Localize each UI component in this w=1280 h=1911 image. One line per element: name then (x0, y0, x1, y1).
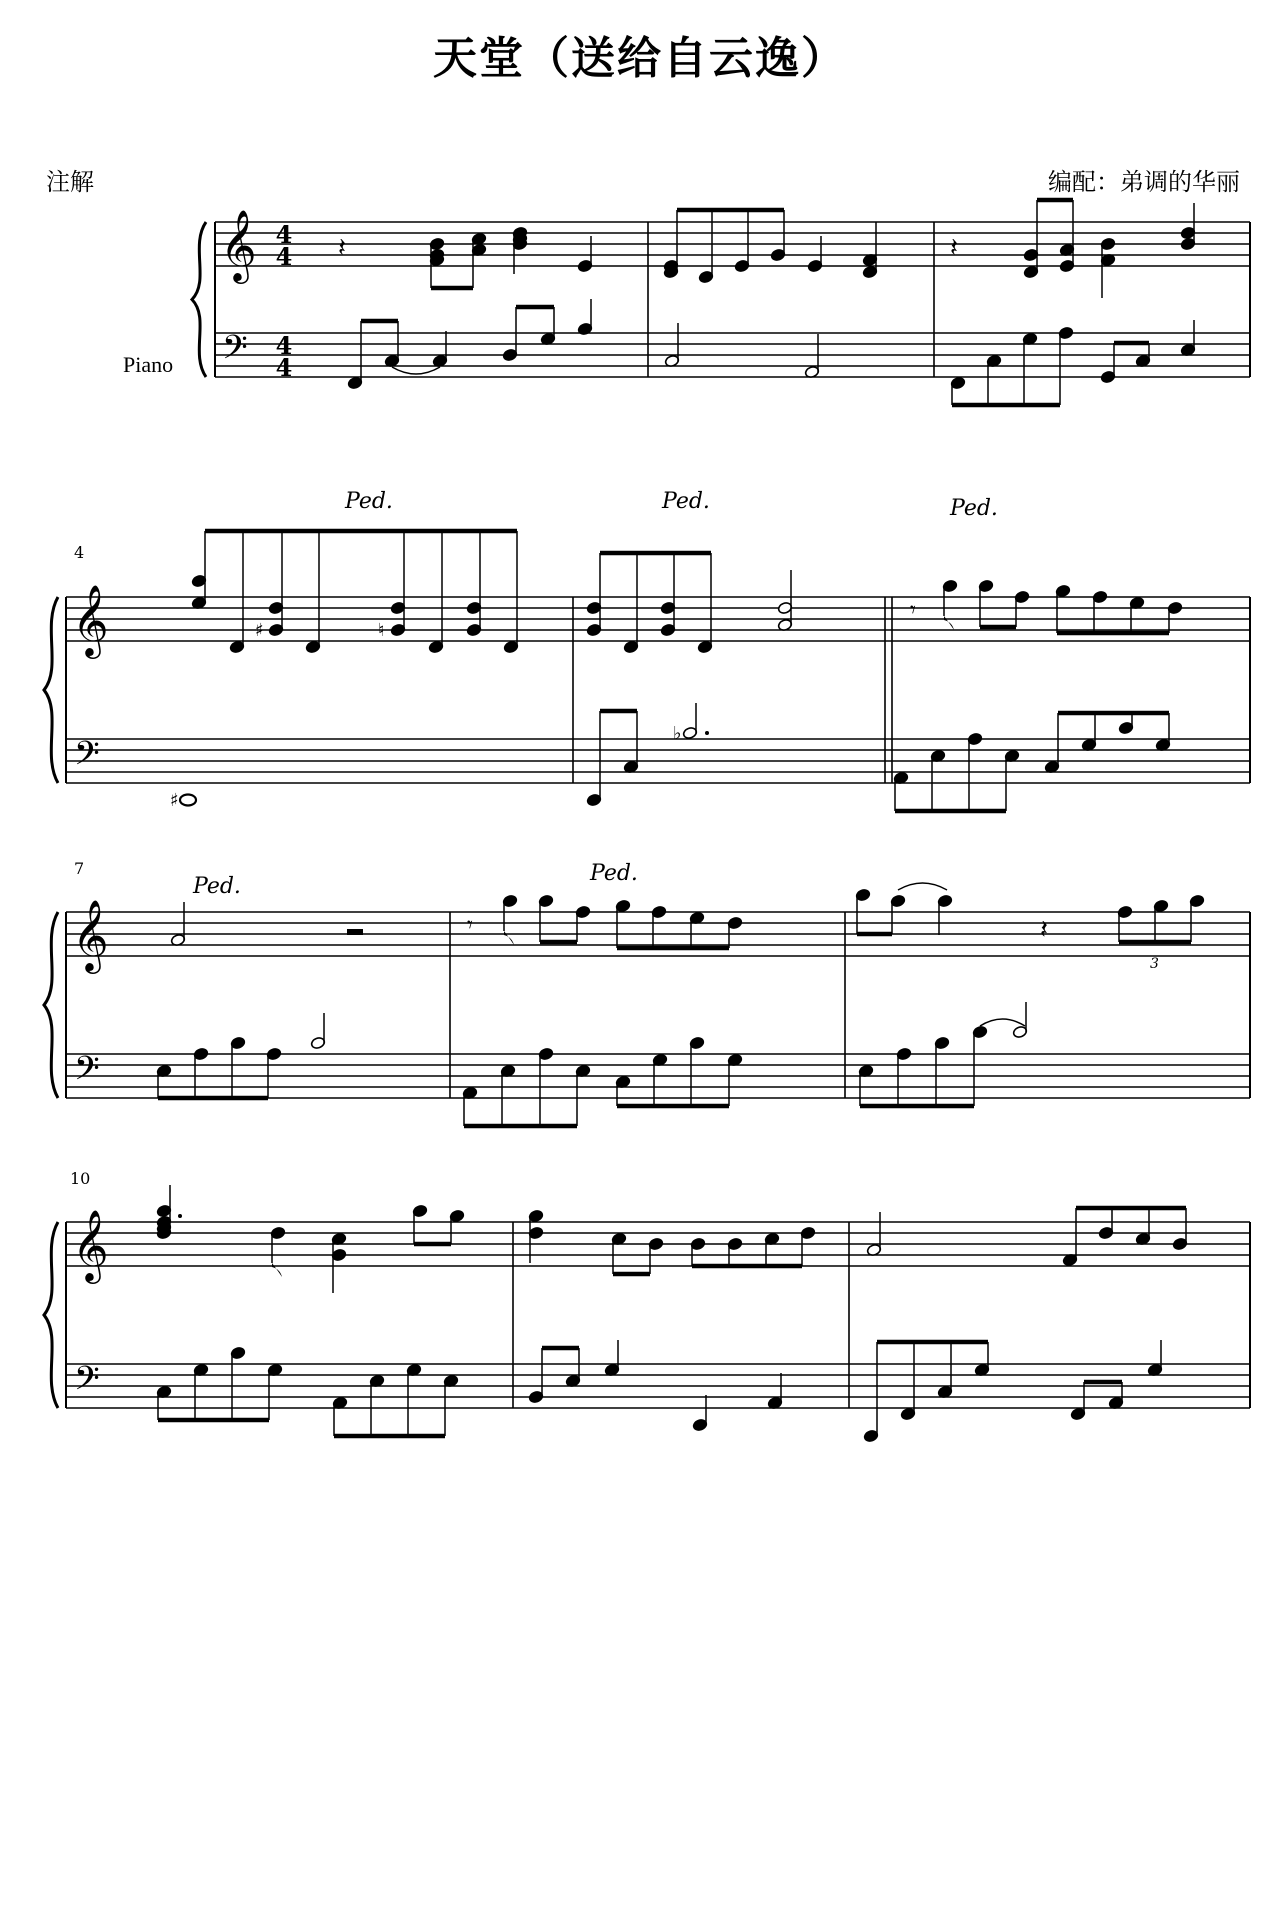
half-rest (347, 929, 363, 935)
dot (705, 731, 709, 735)
quarter-rest: 𝄽 (950, 233, 958, 263)
bass-clef: 𝄢 (74, 735, 100, 781)
note-flag (504, 931, 514, 945)
score-title: 天堂（送给自云逸） (433, 33, 847, 84)
quarter-rest: 𝄽 (338, 233, 346, 263)
instrument-label: Piano (123, 352, 174, 377)
pedal-mark: Ped. (950, 496, 998, 521)
pedal-mark: Ped. (193, 874, 241, 899)
treble-clef: 𝄞 (220, 208, 257, 281)
time-signature-top: 4 (275, 220, 293, 249)
tie (898, 883, 947, 890)
measure-number: 10 (70, 1169, 91, 1188)
treble-clef: 𝄞 (72, 1208, 109, 1281)
pedal-mark: Ped. (345, 489, 393, 514)
brace (192, 222, 206, 377)
annotation-label: 注解 (46, 168, 94, 196)
time-signature-bottom: 4 (275, 242, 293, 271)
measure-number: 4 (74, 543, 85, 562)
bass-clef: 𝄢 (222, 329, 248, 375)
dot (178, 1214, 182, 1218)
accidental: ♮ (378, 620, 385, 641)
pedal-mark: Ped. (590, 861, 638, 886)
accidental: ♯ (170, 790, 179, 811)
time-signature-top: 4 (275, 331, 293, 360)
brace (44, 1222, 58, 1408)
pedal-mark: Ped. (662, 489, 710, 514)
tie (392, 367, 440, 374)
time-signature-bottom: 4 (275, 353, 293, 382)
note-flag (272, 1263, 282, 1277)
bass-clef: 𝄢 (74, 1360, 100, 1406)
eighth-rest: 𝄾 (910, 598, 916, 623)
measure-number: 7 (74, 859, 85, 878)
whole-note (180, 795, 196, 806)
brace (44, 912, 58, 1098)
bass-clef: 𝄢 (74, 1050, 100, 1096)
eighth-rest: 𝄾 (467, 913, 473, 938)
treble-clef: 𝄞 (72, 583, 109, 656)
quarter-rest: 𝄽 (1040, 915, 1048, 945)
brace (44, 597, 58, 783)
accidental: ♯ (255, 620, 264, 641)
tuplet-number: 3 (1150, 956, 1159, 972)
arranger-credit: 编配：弟调的华丽 (1048, 168, 1240, 196)
accidental: ♭ (673, 723, 682, 744)
note-flag (944, 616, 954, 630)
tie (980, 1019, 1025, 1026)
treble-clef: 𝄞 (72, 898, 109, 971)
